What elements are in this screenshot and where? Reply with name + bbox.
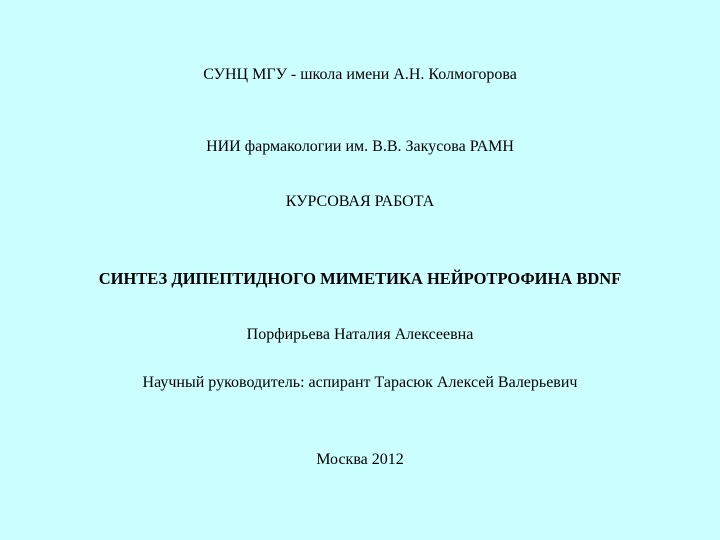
city-year: Москва 2012 <box>316 451 404 468</box>
institution-line-2: НИИ фармакологии им. В.В. Закусова РАМН <box>206 138 514 155</box>
slide-title: СИНТЕЗ ДИПЕПТИДНОГО МИМЕТИКА НЕЙРОТРОФИНА BDNF <box>98 269 622 288</box>
institution-line-1: СУНЦ МГУ - школа имени А.Н. Колмогорова <box>203 66 517 83</box>
work-type-heading: КУРСОВАЯ РАБОТА <box>285 193 435 210</box>
supervisor-line: Научный руководитель: аспирант Тарасюк Алексей Валерьевич <box>142 374 578 391</box>
author-name: Порфирьева Наталия Алексеевна <box>246 326 474 343</box>
